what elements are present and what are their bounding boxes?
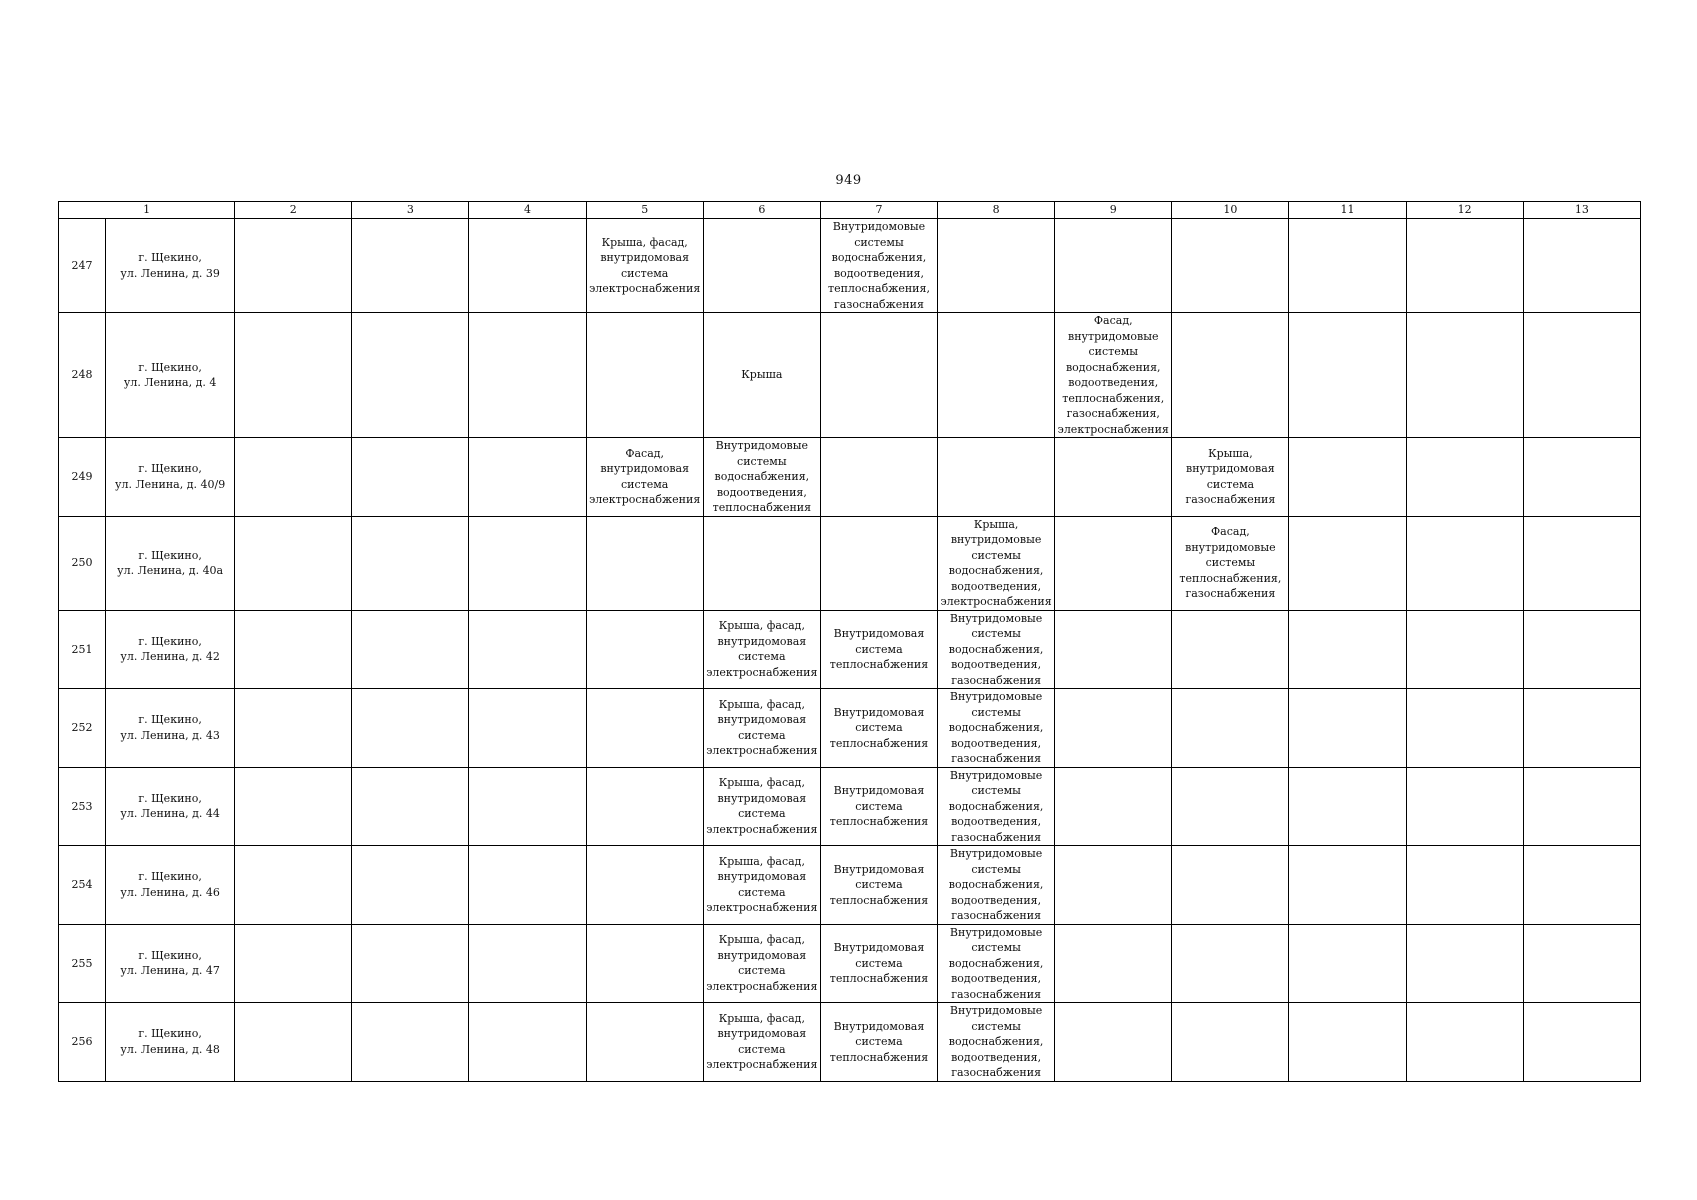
row-number: 250 [59,516,106,610]
cell-col-10 [1172,689,1289,768]
column-header-4: 4 [469,202,586,219]
cell-col-9 [1055,689,1172,768]
cell-col-2 [235,610,352,689]
cell-col-12 [1406,438,1523,517]
cell-col-9 [1055,438,1172,517]
cell-col-4 [469,219,586,313]
cell-col-12 [1406,610,1523,689]
address-cell: г. Щекино, ул. Ленина, д. 4 [106,313,235,438]
cell-col-7: Внутридомовые системы водоснабжения, водоотведения, теплоснабжения, газоснабжения [820,219,937,313]
cell-col-12 [1406,516,1523,610]
cell-col-7 [820,313,937,438]
cell-col-9 [1055,846,1172,925]
cell-col-6: Крыша, фасад, внутридомовая система электроснабжения [703,1003,820,1082]
cell-col-5 [586,610,703,689]
row-number: 248 [59,313,106,438]
cell-col-5 [586,1003,703,1082]
cell-col-9 [1055,516,1172,610]
column-header-7: 7 [820,202,937,219]
cell-col-6: Крыша, фасад, внутридомовая система электроснабжения [703,610,820,689]
column-header-11: 11 [1289,202,1406,219]
column-number-row [59,202,1641,219]
cell-col-12 [1406,1003,1523,1082]
column-header-12: 12 [1406,202,1523,219]
row-number: 247 [59,219,106,313]
cell-col-7: Внутридомовая система теплоснабжения [820,1003,937,1082]
cell-col-8: Внутридомовые системы водоснабжения, водоотведения, газоснабжения [938,689,1055,768]
cell-col-9 [1055,924,1172,1003]
cell-col-2 [235,516,352,610]
cell-col-4 [469,924,586,1003]
cell-col-4 [469,438,586,517]
address-cell: г. Щекино, ул. Ленина, д. 40/9 [106,438,235,517]
cell-col-3 [352,313,469,438]
cell-col-3 [352,438,469,517]
row-number: 251 [59,610,106,689]
cell-col-12 [1406,924,1523,1003]
cell-col-8: Крыша, внутридомовые системы водоснабжения, водоотведения, электроснабжения [938,516,1055,610]
cell-col-12 [1406,846,1523,925]
cell-col-9 [1055,1003,1172,1082]
column-header-9: 9 [1055,202,1172,219]
cell-col-5: Крыша, фасад, внутридомовая система электроснабжения [586,219,703,313]
cell-col-5 [586,313,703,438]
cell-col-3 [352,924,469,1003]
cell-col-6: Крыша, фасад, внутридомовая система электроснабжения [703,924,820,1003]
table-row [59,924,1641,1003]
address-cell: г. Щекино, ул. Ленина, д. 48 [106,1003,235,1082]
row-number: 249 [59,438,106,517]
cell-col-10: Фасад, внутридомовые системы теплоснабжения, газоснабжения [1172,516,1289,610]
cell-col-13 [1523,516,1640,610]
address-cell: г. Щекино, ул. Ленина, д. 46 [106,846,235,925]
cell-col-8 [938,313,1055,438]
cell-col-13 [1523,689,1640,768]
address-cell: г. Щекино, ул. Ленина, д. 42 [106,610,235,689]
column-header-3: 3 [352,202,469,219]
cell-col-2 [235,924,352,1003]
row-number: 255 [59,924,106,1003]
cell-col-2 [235,689,352,768]
cell-col-9 [1055,610,1172,689]
cell-col-5 [586,516,703,610]
column-header-6: 6 [703,202,820,219]
cell-col-6: Крыша, фасад, внутридомовая система электроснабжения [703,767,820,846]
cell-col-4 [469,767,586,846]
cell-col-10 [1172,767,1289,846]
cell-col-10 [1172,610,1289,689]
cell-col-9: Фасад, внутридомовые системы водоснабжения, водоотведения, теплоснабжения, газоснабжения, электроснабжения [1055,313,1172,438]
cell-col-5 [586,767,703,846]
cell-col-13 [1523,846,1640,925]
cell-col-10 [1172,313,1289,438]
cell-col-13 [1523,438,1640,517]
cell-col-2 [235,846,352,925]
cell-col-6 [703,219,820,313]
cell-col-9 [1055,767,1172,846]
column-header-13: 13 [1523,202,1640,219]
cell-col-10 [1172,924,1289,1003]
column-header-10: 10 [1172,202,1289,219]
cell-col-7: Внутридомовая система теплоснабжения [820,689,937,768]
cell-col-9 [1055,219,1172,313]
cell-col-6 [703,516,820,610]
cell-col-11 [1289,516,1406,610]
cell-col-10 [1172,846,1289,925]
address-cell: г. Щекино, ул. Ленина, д. 47 [106,924,235,1003]
cell-col-8: Внутридомовые системы водоснабжения, водоотведения, газоснабжения [938,846,1055,925]
column-header-8: 8 [938,202,1055,219]
cell-col-3 [352,516,469,610]
cell-col-5: Фасад, внутридомовая система электроснабжения [586,438,703,517]
cell-col-5 [586,924,703,1003]
row-number: 256 [59,1003,106,1082]
cell-col-7: Внутридомовая система теплоснабжения [820,610,937,689]
cell-col-8 [938,219,1055,313]
cell-col-2 [235,438,352,517]
cell-col-11 [1289,438,1406,517]
cell-col-3 [352,610,469,689]
cell-col-11 [1289,767,1406,846]
row-number: 254 [59,846,106,925]
cell-col-13 [1523,767,1640,846]
table-row [59,313,1641,438]
table-row [59,689,1641,768]
cell-col-12 [1406,767,1523,846]
cell-col-7: Внутридомовая система теплоснабжения [820,924,937,1003]
cell-col-2 [235,219,352,313]
cell-col-10: Крыша, внутридомовая система газоснабжения [1172,438,1289,517]
cell-col-6: Крыша, фасад, внутридомовая система электроснабжения [703,846,820,925]
cell-col-8: Внутридомовые системы водоснабжения, водоотведения, газоснабжения [938,610,1055,689]
cell-col-2 [235,1003,352,1082]
row-number: 252 [59,689,106,768]
cell-col-12 [1406,313,1523,438]
cell-col-4 [469,689,586,768]
cell-col-11 [1289,846,1406,925]
cell-col-11 [1289,1003,1406,1082]
cell-col-4 [469,516,586,610]
address-cell: г. Щекино, ул. Ленина, д. 43 [106,689,235,768]
cell-col-3 [352,219,469,313]
cell-col-7 [820,516,937,610]
table-row [59,219,1641,313]
address-cell: г. Щекино, ул. Ленина, д. 40а [106,516,235,610]
cell-col-11 [1289,924,1406,1003]
cell-col-3 [352,689,469,768]
cell-col-6: Внутридомовые системы водоснабжения, водоотведения, теплоснабжения [703,438,820,517]
cell-col-11 [1289,689,1406,768]
cell-col-2 [235,313,352,438]
cell-col-4 [469,846,586,925]
cell-col-3 [352,1003,469,1082]
cell-col-8: Внутридомовые системы водоснабжения, водоотведения, газоснабжения [938,1003,1055,1082]
row-number: 253 [59,767,106,846]
cell-col-13 [1523,924,1640,1003]
table-row [59,1003,1641,1082]
cell-col-6: Крыша, фасад, внутридомовая система электроснабжения [703,689,820,768]
cell-col-11 [1289,219,1406,313]
cell-col-13 [1523,219,1640,313]
cell-col-10 [1172,219,1289,313]
cell-col-5 [586,846,703,925]
table-row [59,610,1641,689]
cell-col-10 [1172,1003,1289,1082]
column-header-1: 1 [59,202,235,219]
table-row [59,438,1641,517]
page-number: 949 [835,173,862,188]
cell-col-13 [1523,313,1640,438]
cell-col-3 [352,767,469,846]
cell-col-6: Крыша [703,313,820,438]
table-row [59,516,1641,610]
cell-col-11 [1289,610,1406,689]
cell-col-4 [469,1003,586,1082]
table-row [59,846,1641,925]
cell-col-5 [586,689,703,768]
cell-col-4 [469,313,586,438]
cell-col-13 [1523,610,1640,689]
repair-schedule-table [58,201,1641,1082]
cell-col-13 [1523,1003,1640,1082]
cell-col-12 [1406,219,1523,313]
column-header-5: 5 [586,202,703,219]
cell-col-8: Внутридомовые системы водоснабжения, водоотведения, газоснабжения [938,767,1055,846]
cell-col-7: Внутридомовая система теплоснабжения [820,767,937,846]
address-cell: г. Щекино, ул. Ленина, д. 39 [106,219,235,313]
cell-col-7: Внутридомовая система теплоснабжения [820,846,937,925]
cell-col-2 [235,767,352,846]
cell-col-8: Внутридомовые системы водоснабжения, водоотведения, газоснабжения [938,924,1055,1003]
cell-col-8 [938,438,1055,517]
cell-col-7 [820,438,937,517]
cell-col-12 [1406,689,1523,768]
cell-col-11 [1289,313,1406,438]
address-cell: г. Щекино, ул. Ленина, д. 44 [106,767,235,846]
cell-col-4 [469,610,586,689]
cell-col-3 [352,846,469,925]
column-header-2: 2 [235,202,352,219]
table-row [59,767,1641,846]
